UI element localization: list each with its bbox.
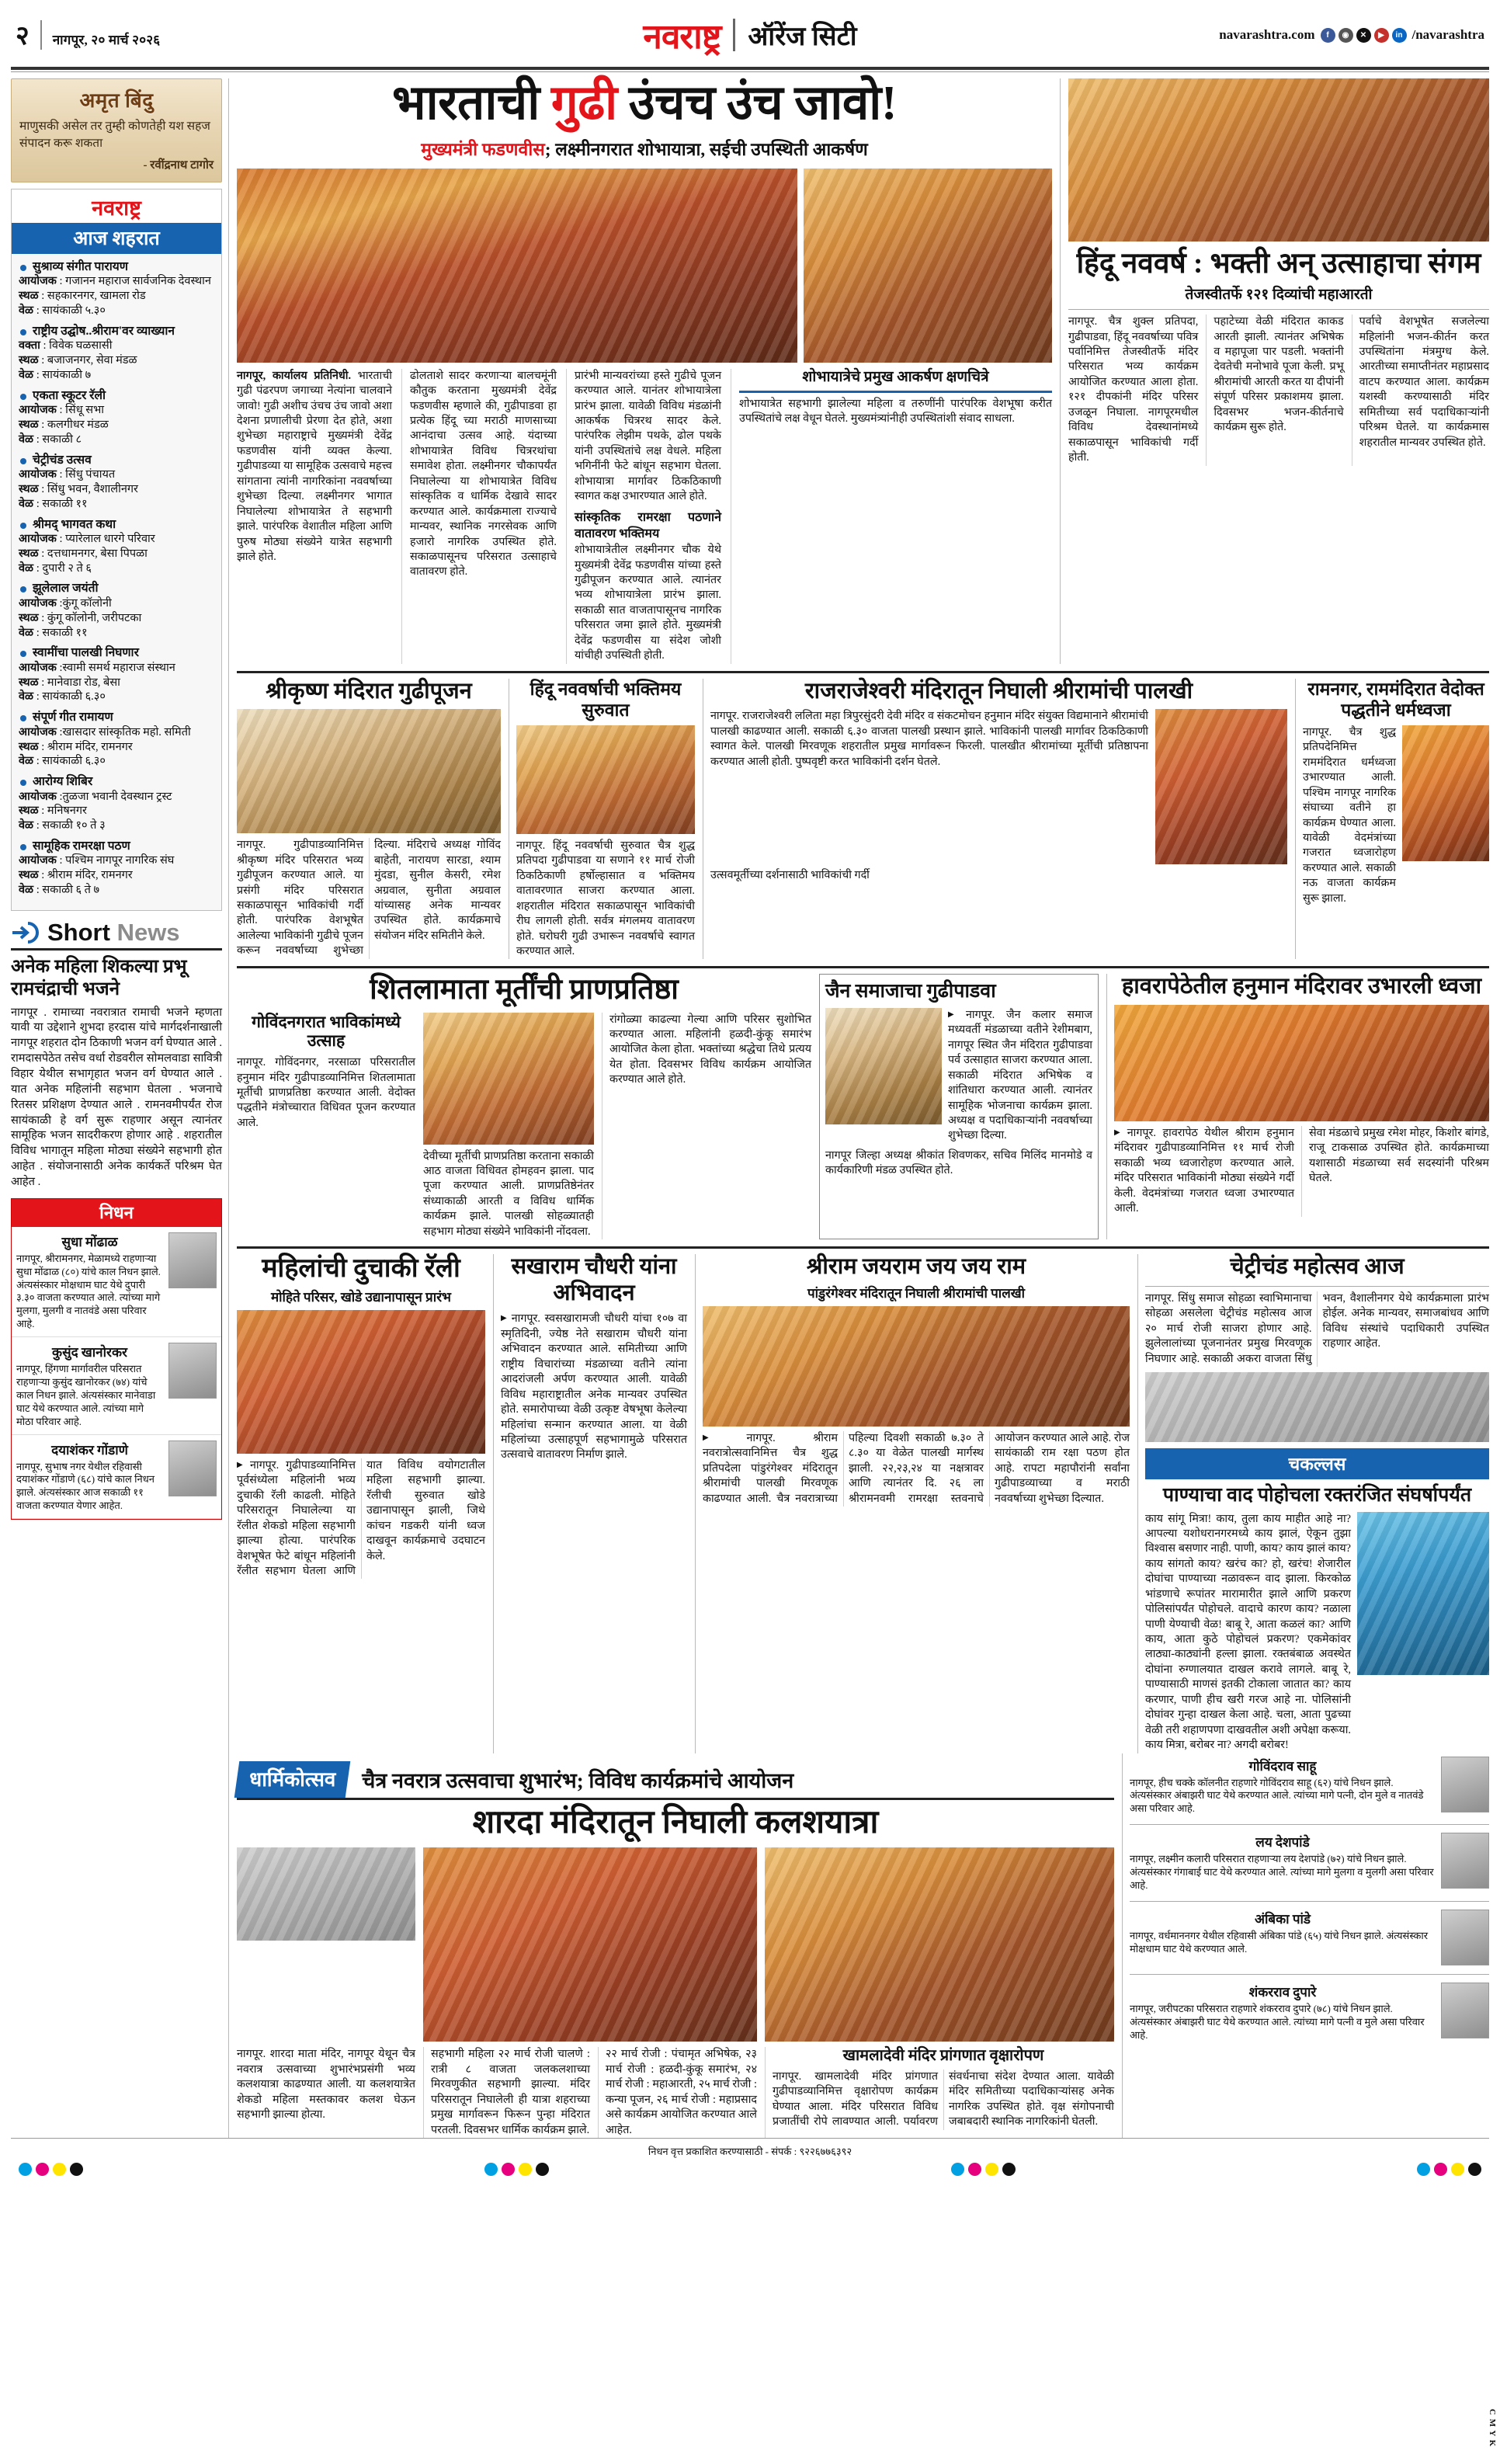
event-time: वेळ : सायंकाळी ६.३०: [19, 755, 106, 768]
story-photo: [703, 1306, 1130, 1427]
story-headline: राजराजेश्वरी मंदिरातून निघाली श्रीरामांची पालखी: [804, 678, 1193, 704]
obituary-photo: [1441, 1757, 1489, 1812]
color-swatch-cyan: [1417, 2163, 1430, 2176]
story-shitlamata: [237, 974, 811, 1239]
color-swatch-magenta: [1434, 2163, 1447, 2176]
event-venue: स्थळ : मनिषनगर: [19, 805, 87, 818]
registration-color-bars: [11, 2160, 1489, 2176]
story-mahila-rally: [237, 1254, 485, 1753]
obituary-name: दयाशंकर गोंडाणे: [51, 1442, 128, 1458]
instagram-icon[interactable]: ◉: [1339, 28, 1353, 43]
event-venue: स्थळ : श्रीराम मंदिर, रामनगर: [19, 740, 133, 753]
amrit-bindu-title: अमृत बिंदु: [79, 89, 154, 112]
list-item: [1130, 1830, 1489, 1896]
chakallas-tag: चकल्लस: [1145, 1448, 1489, 1479]
short-news-section: [11, 919, 222, 1190]
color-swatch-black: [1468, 2163, 1481, 2176]
story-headline: श्रीराम जयराम जय जय राम: [806, 1254, 1026, 1280]
story-body-1: नागपूर. गोविंदनगर, नरसाळा परिसरातील हनुमान मंदिर गुढीपाडव्यानिमित्त शितलामाता मूर्तीची प्राणप्रतिष्ठा करण्यात आली. वेदोक्त पद्धतीने मंत्रोच्चारात विधिवत पूजन करण्यात आले.: [237, 1056, 415, 1129]
list-item: [19, 839, 214, 898]
event-time: वेळ : सकाळी ११: [19, 626, 88, 639]
right-lead-story: [1060, 78, 1489, 664]
story-body: नागपूर. खामलादेवी मंदिर प्रांगणात गुढीपाडव्यानिमित्त वृक्षारोपण कार्यक्रम घेण्यात आला. मंदिर परिसरात विविध प्रजातींची रोपे लावण्यात आली. पर्यावरण संवर्धनाचा संदेश देण्यात आला. यावेळी मंदिर समितीच्या पदाधिकाऱ्यांसह अनेक नागरिक उपस्थित होते. वृक्ष संगोपनाची जबाबदारी स्थानिक नागरिकांनी घेतली.: [773, 2070, 1114, 2129]
section-divider-1: [237, 671, 1489, 673]
story-body: नागपूर. सिंधु समाज सोहळा स्वाभिमानाचा सोहळा असलेला चेट्रीचंड महोत्सव आज २० मार्च रोजी साजरा होणार आहे. झुलेलालांच्या पूजनानंतर प्रमुख मिरवणूक निघणार आहे. सकाळी अकरा वाजता सिंधु भवन, वैशालीनगर येथे कार्यक्रमाला प्रारंभ होईल. अनेक मान्यवर, समाजबांधव आणि विविध संस्थांचे पदाधिकारी उपस्थित राहणार आहेत.: [1145, 1291, 1489, 1365]
list-item: [12, 1227, 221, 1337]
obituary-photo: [168, 1232, 217, 1288]
list-item: [19, 388, 214, 447]
event-venue: स्थळ : सिंधु भवन, वैशालीनगर: [19, 482, 138, 495]
lead-body-3: प्रारंभी मान्यवरांच्या हस्ते गुढीचे पूजन करण्यात आले. यानंतर शोभायात्रेला प्रारंभ झाला. यावेळी विविध मंडळांनी आकर्षक चित्ररथ सादर केले. पारंपरिक लेझीम पथके, ढोल पथके यांनी उपस्थितांचे लक्ष वेधले. महिला भगिनींनी फेटे बांधून सहभाग घेतला. शोभायात्रा मार्गावर ठिकठिकाणी स्वागत कक्ष उभारण्यात आले होते.: [575, 369, 721, 503]
color-swatch-yellow: [985, 2163, 998, 2176]
color-swatch-yellow: [53, 2163, 66, 2176]
story-rajrajeshwari: [703, 679, 1287, 960]
event-title: चेट्रीचंड उत्सव: [19, 453, 214, 467]
story-body-3: रांगोळ्या काढल्या गेल्या आणि परिसर सुशोभित करण्यात आला. महिलांनी हळदी-कुंकू समारंभ आयोजित केला होता. भक्तांच्या श्रद्धेचा तिथे प्रत्यय येत होता. दिवसभर विविध कार्यक्रम आयोजित करण्यात आले होते.: [609, 1013, 811, 1086]
masthead-dateline: नागपूर, २० मार्च २०२६: [52, 33, 161, 47]
story-body: ▶ नागपूर. गुढीपाडव्यानिमित्त पूर्वसंध्येला महिलांनी भव्य दुचाकी रॅली काढली. मोहिते परिसरातून निघालेल्या या रॅलीत शेकडो महिला सहभागी झाल्या होत्या. पारंपरिक वेशभूषेत फेटे बांधून महिलांनी रॅलीत सहभाग घेतला आणि यात विविध वयोगटातील महिला सहभागी झाल्या. रॅलीची सुरुवात खोडे उद्यानापासून झाली, जिथे कांचन गडकरी यांनी ध्वज दाखवून कार्यक्रमाचे उदघाटन केले.: [237, 1458, 485, 1580]
right-lead-body-3: पर्वाचे वेशभूषेत सजलेल्या महिलांनी भजन-कीर्तन करत उपस्थितांना मंत्रमुग्ध केले. आरतीच्या समाप्तीनंतर महाप्रसाद वाटप करण्यात आला. कार्यक्रम यशस्वी करण्यासाठी मंदिर समितीच्या सर्व पदाधिकाऱ्यांनी परिश्रम घेतले. या कार्यक्रमास शहरातील मान्यवर उपस्थित होते.: [1352, 315, 1489, 465]
story-sakharam: [493, 1254, 687, 1753]
color-bar-group-left: [19, 2163, 83, 2176]
story-chetrichand: [1137, 1254, 1489, 1753]
story-photo: [237, 709, 501, 833]
label-time: वेळ: [19, 304, 34, 317]
right-lead-dek: तेजस्वीतर्फे १२१ दिव्यांची महाआरती: [1185, 287, 1373, 304]
list-item: [19, 259, 214, 318]
obituary-photo: [1441, 1910, 1489, 1965]
footer-contact-note: निधन वृत्त प्रकाशित करण्यासाठी - संपर्क : ९२२६७७६३९२: [11, 2138, 1489, 2160]
color-swatch-magenta: [968, 2163, 981, 2176]
right-lead-photo: [1068, 78, 1489, 242]
event-organizer: आयोजक :खासदार सांस्कृतिक महो. समिती: [19, 725, 191, 739]
website-url[interactable]: navarashtra.com: [1219, 27, 1315, 42]
third-row: [237, 1254, 1489, 1753]
obituary-photo: [1441, 1833, 1489, 1889]
color-swatch-black: [70, 2163, 83, 2176]
second-row: [237, 974, 1489, 1239]
list-item: [19, 453, 214, 512]
headline-highlight: गुढी: [550, 77, 617, 130]
dharmikotsav-body-3: २२ मार्च रोजी : पंचामृत अभिषेक, २३ मार्च रोजी : हळदी-कुंकू समारंभ, २४ मार्च रोजी : महाआरती, २५ मार्च रोजी : कन्या पूजन, २६ मार्च रोजी : महाप्रसाद असे कार्यक्रम आयोजित करण्यात आले आहेत.: [598, 2047, 757, 2138]
event-title: सुश्राव्य संगीत पारायण: [19, 259, 214, 274]
list-item: [19, 710, 214, 769]
obituary-name: गोविंदराव साहू: [1248, 1758, 1317, 1774]
lead-subheadline: मुख्यमंत्री फडणवीस; लक्ष्मीनगरात शोभायात्रा, सईची उपस्थिती आकर्षण: [421, 139, 868, 159]
obituary-box: [11, 1198, 222, 1520]
edition-name: ऑरेंज सिटी: [748, 23, 857, 51]
story-dek: पांडुरंगेश्वर मंदिरातून निघाली श्रीरामांची पालखी: [807, 1285, 1026, 1301]
dateline: नागपूर, कार्यालय प्रतिनिधी.: [237, 369, 352, 382]
story-photo: [1114, 1005, 1489, 1121]
story-body: ▶ नागपूर. स्वसखारामजी चौधरी यांचा १०७ वा स्मृतिदिनी, ज्येष्ठ नेते सखाराम चौधरी यांना अभिवादन करण्यात आले. समितीच्या आणि राष्ट्रीय विचारांच्या मंडळाच्या वतीने त्यांना आदरांजली अर्पण करण्यात आली. यावेळी विविध महाराष्ट्रातील अनेक मान्यवर उपस्थित होते. समारोपाच्या वेळी उत्कृष्ट वेषभूषा केलेल्या महिलांचा सन्मान करण्यात आला. या वेळी महिलांच्या उत्साहपूर्ण सहभागामुळे परिसरात उत्सवाचे वातावरण निर्माण झाले.: [501, 1312, 687, 1462]
event-title: झूलेलाल जयंती: [19, 581, 214, 596]
story-photo: [1155, 709, 1287, 864]
color-bar-group-right: [1417, 2163, 1481, 2176]
event-time: वेळ : सकाळी १० ते ३: [19, 819, 106, 832]
short-news-rule: [11, 948, 222, 950]
event-time: वेळ : सायंकाळी ५.३०: [19, 304, 106, 317]
lead-body-4: शोभायात्रेतील लक्ष्मीनगर चौक येथे मुख्यमंत्री देवेंद्र फडणवीस यांच्या हस्ते गुढीपूजन करण्यात आले. त्यानंतर भव्य शोभायात्रेला प्रारंभ झाला. सकाळी सात वाजतापासूनच नागरिक परिसरात जमा झाले होते. मुख्यमंत्री देवेंद्र फडणवीस या संदेश जोशी यांचीही उपस्थिती होती.: [575, 544, 721, 662]
masthead-rule-thin: [11, 71, 1489, 72]
x-twitter-icon[interactable]: ✕: [1356, 28, 1371, 43]
color-swatch-black: [1002, 2163, 1016, 2176]
color-swatch-yellow: [519, 2163, 532, 2176]
obituary-photo: [168, 1441, 217, 1496]
lead-photo-row: [237, 169, 1052, 363]
story-subheadline: गोविंदनगरात भाविकांमध्ये उत्साह: [252, 1012, 401, 1051]
story-body-1: ▶ नागपूर. हावरापेठ येथील श्रीराम हनुमान मंदिरावर गुढीपाडव्यानिमित्त ११ मार्च रोजी सकाळी भव्य ध्वजारोहण करण्यात आले. मंदिर परिसरात भाविकांनी मोठ्या संख्येने गर्दी केली. वेदमंत्रांच्या गजरात ध्वजा उभारण्यात आली.: [1114, 1126, 1294, 1217]
today-event-list: [12, 254, 221, 910]
story-jain-gudhipadwa: [819, 974, 1099, 1239]
story-photo: [1402, 725, 1489, 861]
label-speaker: वक्ता: [19, 339, 40, 353]
story-photo: [1145, 1372, 1489, 1442]
obituary-photo: [1441, 1983, 1489, 2038]
story-shriram-palkhi: [695, 1254, 1130, 1753]
page-number: २: [16, 22, 30, 50]
event-time: वेळ : सायंकाळी ६.३०: [19, 690, 106, 704]
list-item: [19, 324, 214, 383]
cmyk-label: C M Y K: [1488, 2408, 1497, 2447]
event-organizer: आयोजक : पश्चिम नागपूर नागरिक संघ: [19, 854, 175, 867]
story-body: नागपूर. राजराजेश्वरी ललिता महा त्रिपुरसुंदरी देवी मंदिर व संकटमोचन हनुमान मंदिर संयुक्त विद्यमानाने श्रीरामांची पालखी काढण्यात आली. सकाळी ६.३० वाजता पालखी प्रस्थान झाले. भाविकांनी पालखी मार्गावर ठिकठिकाणी स्वागत केले. पालखी मिरवणूक शहरातील प्रमुख मार्गावरून फिरली. पालखीत श्रीरामांच्या मूर्तीची प्रतिष्ठापना करण्यात आली होती. पुष्पवृष्टी करत भाविकांनी दर्शन घेतले.: [710, 710, 1148, 768]
left-rail: [11, 78, 222, 2138]
story-headline: महिलांची दुचाकी रॅली: [262, 1254, 460, 1284]
event-organizer: आयोजक : सिंधु पंचायत: [19, 468, 116, 481]
section-divider-2: [237, 966, 1489, 968]
color-bar-group-mid2: [951, 2163, 1016, 2176]
masthead-right: [1120, 27, 1484, 43]
obituary-body: नागपूर, सुभाष नगर येथील रहिवासी दयाशंकर गोंडाणे (६८) यांचे काल निधन झाले. अंत्यसंस्कार आज सकाळी ११ वाजता करण्यात येणार आहेत.: [16, 1460, 155, 1512]
story-hindu-navvarsh: [509, 679, 695, 960]
event-title: श्रीमद् भागवत कथा: [19, 517, 214, 532]
story-headline: चेट्रीचंड महोत्सव आज: [1230, 1254, 1405, 1280]
event-title: संपूर्ण गीत रामायण: [19, 710, 214, 725]
story-hanuman-dhwaja: [1106, 974, 1489, 1239]
linkedin-icon[interactable]: in: [1392, 28, 1407, 43]
obituary-body: नागपूर, श्रीरामनगर, मेळामध्ये राहणाऱ्या सुधा मोंढाळ (८०) यांचे काल निधन झाले. अंत्यसंस्कार मोक्षधाम घाट येथे दुपारी ३.३० वाजता करण्यात आले. त्यांच्या मागे मुलगा, मुलगी व नातवंडे असा परिवार आहे.: [16, 1252, 161, 1330]
lead-photo-cm: [804, 169, 1052, 363]
facebook-icon[interactable]: f: [1321, 28, 1335, 43]
amrit-bindu-box: [11, 78, 222, 182]
event-organizer: आयोजक : प्यारेलाल धारगे परिवार: [19, 532, 155, 545]
lead-caption-col: [731, 369, 1052, 664]
lead-story: [237, 78, 1052, 664]
story-headline: जैन समाजाचा गुढीपाडवा: [825, 981, 996, 1003]
story-body: नागपूर. गुढीपाडव्यानिमित्त श्रीकृष्ण मंदिर परिसरात भव्य गुढीपूजन करण्यात आले. या प्रसंगी मंदिर परिसरात सकाळपासून भाविकांची गर्दी होती. पारंपरिक वेशभूषेत आलेल्या भाविकांनी गुढीचे पूजन करून नववर्षाच्या शुभेच्छा दिल्या. मंदिराचे अध्यक्ष गोविंद बाहेती, नारायण सारडा, श्याम मुंदडा, सुनील केसरी, रमेश अग्रवाल, सुनीता अग्रवाल यांच्यासह अनेक मान्यवर उपस्थित होते. कार्यक्रमाचे संयोजन मंदिर समितीने केले.: [237, 839, 501, 957]
story-tree-planting: [765, 2047, 1114, 2138]
story-body: ▶ नागपूर. जैन कलार समाज मध्यवर्ती मंडळाच्या वतीने रेशीमबाग, नागपूर स्थित जैन मंदिरात गुढीपाडवा पर्व उत्साहात साजरा करण्यात आला. सकाळी मंदिरात अभिषेक व शांतिधारा करण्यात आली. त्यानंतर सामूहिक भोजनाचा कार्यक्रम झाला. अध्यक्ष व पदाधिकाऱ्यांनी नववर्षाच्या शुभेच्छा दिल्या.: [948, 1008, 1092, 1144]
masthead-divider: [40, 20, 42, 50]
story-body: नागपूर. हिंदू नववर्षाची सुरुवात चैत्र शुद्ध प्रतिपदा गुढीपाडवा या सणाने ११ मार्च रोजी ठिकठिकाणी हर्षोल्हासात व भक्तिमय वातावरणात साजरा करण्यात आला. शहरातील मंदिरात सकाळपासून भाविकांची रीघ लागली होती. सर्वत्र मंगलमय वातावरण होते. घरोघरी गुढी उभारून नववर्षाचे स्वागत करण्यात आले.: [516, 839, 695, 957]
chakallas-photo-tap: [1357, 1512, 1489, 1675]
lead-body-2: ढोलताशे सादर करणाऱ्या बालचमूंनी कौतुक करताना मुख्यमंत्री देवेंद्र फडणवीस म्हणाले की, गुढीपाडवा हा प्रत्येक हिंदू च्या मराठी माणसाच्या आनंदाचा उत्सव आहे. यंदाच्या शोभायात्रेत विविध चित्ररथांचा समावेश होता. लक्ष्मीनगर चौकापर्यंत निघालेल्या या शोभायात्रेत विविध सांस्कृतिक व धार्मिक देखावे सादर करण्यात आले. कार्यक्रमाला राज्याचे मान्यवर, स्थानिक नगरसेवक आणि हजारो नागरिक उपस्थित होते. सकाळपासूनच परिसरात उत्साहाचे वातावरण होते.: [410, 369, 557, 579]
arrow-right-circle-icon: [11, 921, 40, 944]
lead-col-1: [237, 369, 392, 664]
story-body: ▶ नागपूर. श्रीराम नवरात्रोत्सवानिमित्त चैत्र शुद्ध प्रतिपदेला पांडुरंगेश्वर मंदिरातून श्रीरामांची पालखी मिरवणूक काढण्यात आली. चैत्र नवरात्राच्या पहिल्या दिवशी सकाळी ७.३० ते ८.३० या वेळेत पालखी मार्गस्थ झाली. २२,२३,२४ या नक्षत्रावर आणि त्यानंतर दि. २६ ला श्रीरामनवमी रामरक्षा स्तवनाचे आयोजन करण्यात आले आहे. रोज सायंकाळी राम रक्षा पठण होत आहे. रापटा महापौरांनी सर्वांना गुढीपाडव्याच्या व मराठी नववर्षाच्या शुभेच्छा दिल्यात.: [703, 1431, 1130, 1507]
list-item: [1130, 1906, 1489, 1969]
obituary-heading: निधन: [12, 1199, 221, 1227]
story-headline: सखाराम चौधरी यांना अभिवादन: [511, 1254, 677, 1305]
story-photo: [516, 725, 695, 834]
lead-body-1: भारताची गुढी पंढरपण जगाच्या नेत्यांना चालवाने जावो! गुढी अशीच उंचच उंच जावो अशा देशना प्रणालीची प्रेरणा देत होते, अशा शुभेच्छा महाराष्ट्राचे मुख्यमंत्री देवेंद्र फडणवीस यांनी व्यक्त केल्या. गुढीपाडव्या या सामूहिक उत्सवाचे महत्त्व सांगताना त्यांनी नागरिकांना नववर्षाच्या शुभेच्छा दिल्या. लक्ष्मीनगर भागात निघालेल्या शोभायात्रेत ते सहभागी झाले. पारंपरिक वेशातील महिला आणि पुरुष मोठ्या संख्येने यात्रेत सहभागी झाले होते.: [237, 369, 392, 563]
lead-text-block: [237, 369, 1052, 664]
event-title: आरोग्य शिबिर: [19, 774, 214, 789]
social-icon-group: [1321, 28, 1407, 43]
list-item: [19, 581, 214, 640]
amrit-bindu-quote: माणुसकी असेल तर तुम्ही कोणतेही यश सहज संपादन करू शकता: [19, 120, 210, 151]
story-photo-caption: उत्सवमूर्तीच्या दर्शनासाठी भाविकांची गर्दी: [710, 869, 870, 882]
story-headline: शितलामाता मूर्तींची प्राणप्रतिष्ठा: [370, 974, 679, 1006]
event-title: सामूहिक रामरक्षा पठण: [19, 839, 214, 853]
story-headline: हिंदू नववर्षाची भक्तिमय सुरुवात: [530, 679, 682, 720]
event-time: वेळ : सकाळी ८: [19, 433, 82, 446]
story-krishna-mandir: [237, 679, 501, 960]
color-swatch-cyan: [19, 2163, 32, 2176]
color-swatch-magenta: [36, 2163, 49, 2176]
short-news-header: [11, 919, 222, 947]
event-title: राष्ट्रीय उद्घोष..श्रीराम'वर व्याख्यान: [19, 324, 214, 339]
event-organizer: आयोजक : सिंधू सभा: [19, 404, 105, 417]
story-ramnagar-dhwaja: [1295, 679, 1489, 960]
event-title: स्वामींचा पालखी निघणार: [19, 645, 214, 660]
youtube-icon[interactable]: ▶: [1374, 28, 1389, 43]
story-photo: [825, 1008, 942, 1124]
obituary-body: नागपूर, जरीपटका परिसरात राहणारे शंकरराव दुपारे (७८) यांचे निधन झाले. अंत्यसंस्कार अंबाझरी घाट येथे करण्यात आले. त्यांच्या मागे पत्नी व मुले असा परिवार आहे.: [1130, 2002, 1425, 2041]
dharmikotsav-title: चैत्र नवरात्र उत्सवाचा शुभारंभ; विविध कार्यक्रमांचे आयोजन: [362, 1768, 794, 1792]
event-speaker: वक्ता : विवेक घळसासी: [19, 339, 113, 353]
lead-photo-procession: [237, 169, 797, 363]
dharmikotsav-body-2: सहभागी महिला २२ मार्च रोजी चालणे : रात्री ८ वाजता जलकलशाच्या मिरवणुकीत सहभागी झाल्या. मंदिर परिसरातून निघालेली ही यात्रा शहराच्या प्रमुख मार्गावरून फिरून पुन्हा मंदिरात परतली. दिवसभर धार्मिक कार्यक्रम झाले.: [423, 2047, 590, 2138]
page-body: [11, 78, 1489, 2138]
obituary-name: अंबिका पांडे: [1255, 1911, 1311, 1927]
dharmikotsav-strip: [237, 1761, 1114, 1800]
list-item: [1130, 1979, 1489, 2045]
obituary-body: नागपूर, हिंगणा मार्गावरील परिसरात राहणाऱ्या कुसुंद खानोरकर (७४) यांचे काल निधन झाले. अंत्यसंस्कार मानेवाडा घाट येथे करण्यात आले. त्यांच्या मागे मोठा परिवार आहे.: [16, 1363, 156, 1427]
section-divider-3: [237, 1246, 1489, 1249]
dharmikotsav-tag: धार्मिकोत्सव: [234, 1761, 351, 1798]
story-body-2: सेवा मंडळाचे प्रमुख रमेश मोहर, किशोर बांगडे, राजू टाकसाळ उपस्थित होते. कार्यक्रमाच्या यशासाठी मंडळाच्या सर्व सदस्यांनी परिश्रम घेतले.: [1301, 1126, 1489, 1217]
color-bar-group-mid1: [484, 2163, 549, 2176]
obituary-body: नागपूर, लक्ष्मीन कलारी परिसरात राहणाऱ्या लय देशपांडे (७२) यांचे निधन झाले. अंत्यसंस्कार गंगाबाई घाट येथे करण्यात आले. त्यांच्या मागे मुलगा व मुलगी असा परिवार आहे.: [1130, 1853, 1434, 1891]
story-headline: हावरापेठेतील हनुमान मंदिरावर उभारली ध्वजा: [1121, 974, 1482, 999]
dharmikotsav-body-1: नागपूर. शारदा माता मंदिर, नागपूर येथून चैत्र नवरात्र उत्सवाच्या शुभारंभप्रसंगी भव्य कलशयात्रा काढण्यात आली. या कलशयात्रेत शेकडो महिला मस्तकावर कलश घेऊन सहभागी झाल्या होत्या.: [237, 2048, 415, 2122]
chakallas-headline: पाण्याचा वाद पोहोचला रक्तरंजित संघर्षापर्यंत: [1162, 1485, 1472, 1507]
event-title: एकता स्कूटर रॅली: [19, 388, 214, 403]
event-organizer: आयोजक :तुळजा भवानी देवस्थान ट्रस्ट: [19, 790, 172, 803]
masthead-rule: [11, 67, 1489, 70]
story-body-2: देवीच्या मूर्तीची प्राणप्रतिष्ठा करताना सकाळी आठ वाजता विधिवत होमहवन झाला. पाद पूजा करण्यात आली. प्राणप्रतिष्ठेनंतर संध्याकाळी आरती व विविध धार्मिक कार्यक्रम झाले. पालखी सोहळ्यातही सहभाग मोठ्या संख्येने भाविकांनी नोंदवला.: [423, 1149, 594, 1238]
top-block: [237, 78, 1489, 664]
event-venue: स्थळ : दत्तधामनगर, बेसा पिपळा: [19, 547, 148, 560]
event-time: वेळ : दुपारी २ ते ६: [19, 561, 92, 575]
obituary-body: नागपूर, वर्धमाननगर येथील रहिवासी अंबिका पांडे (६५) यांचे निधन झाले. अंत्यसंस्कार मोक्षधाम घाट येथे करण्यात आले.: [1130, 1929, 1429, 1955]
list-item: [12, 1435, 221, 1520]
story-photo-caption: नागपूर जिल्हा अध्यक्ष श्रीकांत शिवणकर, सचिव मिलिंद मानमोडे व कार्यकारिणी मंडळ उपस्थित होते.: [825, 1149, 1092, 1177]
color-swatch-cyan: [484, 2163, 498, 2176]
today-heading: आज शहरात: [12, 223, 221, 254]
today-brand-label: नवराष्ट्र: [12, 189, 221, 223]
right-lead-body-1: नागपूर. चैत्र शुक्ल प्रतिपदा, गुढीपाडवा, हिंदू नववर्षाच्या पवित्र पर्वानिमित्त तेजस्वीतर्फे मंदिर परिसरात भव्य कार्यक्रम आयोजित करण्यात आला होता. १२१ दीपकांनी मंदिर परिसर उजळून निघाला. नागपूरमधील विविध देवस्थानांमध्ये सकाळपासून भाविकांची गर्दी होती.: [1068, 315, 1199, 464]
event-time: वेळ : सायंकाळी ७: [19, 368, 92, 381]
dharmikotsav-photo-group: [765, 1847, 1114, 2042]
page-title: भारताची गुढी उंचच उंच जावो!: [391, 77, 898, 130]
masthead: [11, 6, 1489, 64]
list-item: [19, 645, 214, 704]
dharmikotsav-block: [237, 1753, 1489, 2139]
main-column: [228, 78, 1489, 2138]
chakallas-body: काय सांगू मित्रा! काय, तुला काय माहीत आहे ना? आपल्या यशोधरानगरमध्ये काय झालं, ऐकून तुझा विश्वास बसणार नाही. पाणी, काय? काय झालं काय? काय सांगतो काय? खरंच का? हो, खरंच! शेजारील दोघांचा पाण्याच्या नळावरून वाद झाला. किरकोळ भांडणाचे रूपांतर मारामारीत झाले आणि प्रकरण पोलिसांपर्यंत पोहोचले. वादाचे कारण काय? नळाला पाणी येण्याची वेळ! बाबू रे, आता कळलं का? आणि काय, आता कुठे पोहोचलं प्रकरण? एकमेकांवर लाठ्या-काठ्यांनी हल्ला झाला. रक्तबंबाळ अवस्थेत दोघांना रुग्णालयात दाखल करावे लागले. बाबू रे, पाण्यासाठी माणसं इतकी टोकाला जातात का? काय करणार, पाणी हीच खरी गरज आहे ना. पोलिसांनी दोघांवर गुन्हा दाखल केला आहे. चला, आता पुढच्या वेळी तरी शहाणपणा दाखवतील अशी अपेक्षा करूया. काय मित्रा, बरोबर ना? अगदी बरोबर!: [1145, 1512, 1351, 1752]
obituary-right-column: [1122, 1753, 1489, 2139]
masthead-left: [16, 20, 380, 50]
short-news-title: Short News: [47, 919, 180, 946]
event-organizer: आयोजक :कुंगू कॉलोनी: [19, 596, 112, 610]
lead-col-2: [401, 369, 557, 664]
amrit-bindu-author: - रवींद्रनाथ टागोर: [143, 158, 214, 172]
photo-caption-headline: शोभायात्रेचे प्रमुख आकर्षण क्षणचित्रे: [802, 368, 989, 385]
dharmikotsav-headline: शारदा मंदिरातून निघाली कलशयात्रा: [472, 1804, 879, 1840]
dharmikotsav-photo-kalash: [423, 1847, 757, 2042]
event-venue: स्थळ : बजाजनगर, सेवा मंडळ: [19, 354, 137, 367]
event-organizer: आयोजक : गजानन महाराज सार्वजनिक देवस्थान: [19, 275, 211, 288]
event-organizer: आयोजक :स्वामी समर्थ महाराज संस्थान: [19, 661, 175, 674]
obituary-name: शंकरराव दुपारे: [1248, 1984, 1317, 2000]
short-news-headline: अनेक महिला शिकल्या प्रभू रामचंद्राची भजने: [11, 957, 187, 999]
obituary-photo: [168, 1343, 217, 1399]
story-headline: रामनगर, राममंदिरात वेदोक्त पद्धतीने धर्मध्वजा: [1307, 679, 1484, 720]
right-lead-body-2: पहाटेच्या वेळी मंदिरात काकड आरती झाली. त्यानंतर अभिषेक व महापूजा पार पडली. भक्तांनी देवतेची मनोभावे पूजा केली. प्रभू श्रीरामांची आरती करत या दीपांनी संपूर्ण परिसर प्रकाशमय झाला. दिवसभर भजन-कीर्तनाचे कार्यक्रम सुरू होते.: [1206, 315, 1343, 465]
color-swatch-magenta: [502, 2163, 515, 2176]
list-item: [1130, 1753, 1489, 1819]
dharmikotsav-photo-1: [237, 1847, 415, 1941]
list-item: [19, 517, 214, 576]
right-lead-headline: हिंदू नववर्ष : भक्ती अन् उत्साहाचा संगम: [1076, 248, 1481, 280]
event-venue: स्थळ : कलगीधर मंडळ: [19, 418, 109, 431]
obituary-name: कुसुंद खानोरकर: [52, 1345, 127, 1361]
list-item: [12, 1337, 221, 1434]
color-swatch-cyan: [951, 2163, 964, 2176]
lead-subhead-2: सांस्कृतिक रामरक्षा पठणाने वातावरण भक्तिमय: [575, 510, 721, 541]
list-item: [19, 774, 214, 833]
story-dek: मोहिते परिसर, खोडे उद्यानापासून प्रारंभ: [270, 1289, 452, 1305]
middle-row: [237, 679, 1489, 960]
obituary-name: लय देशपांडे: [1255, 1835, 1310, 1851]
event-time: वेळ : सकाळी ११: [19, 497, 88, 510]
event-time: वेळ : सकाळी ६ ते ७: [19, 884, 100, 897]
obituary-name: सुधा मोंढाळ: [61, 1234, 118, 1249]
today-in-city-box: [11, 189, 222, 911]
event-venue: स्थळ : श्रीराम मंदिर, रामनगर: [19, 869, 133, 882]
event-venue: स्थळ : सहकारनगर, खामला रोड: [19, 290, 146, 303]
event-venue: स्थळ : कुंगू कॉलोनी, जरीपटका: [19, 611, 142, 624]
lead-col-3: [566, 369, 721, 664]
story-headline: खामलादेवी मंदिर प्रांगणात वृक्षारोपण: [842, 2047, 1044, 2065]
right-lead-text: [1068, 315, 1489, 465]
social-handle[interactable]: /navarashtra: [1411, 27, 1484, 42]
story-photo-idol: [423, 1013, 594, 1145]
label-organizer: आयोजक: [19, 275, 57, 288]
masthead-brand-block: [380, 12, 1120, 58]
story-photo: [237, 1310, 485, 1454]
photo-caption-body: शोभायात्रेत सहभागी झालेल्या महिला व तरुणींनी पारंपरिक वेशभूषा करीत उपस्थितांचे लक्ष वेधून घेतले. मुख्यमंत्र्यांनीही उपस्थितांशी संवाद साधला.: [739, 397, 1052, 425]
story-body: नागपूर. चैत्र शुद्ध प्रतिपदेनिमित्त राममंदिरात धर्मध्वजा उभारण्यात आली. पश्चिम नागपूर नागरिक संघाच्या वतीने हा कार्यक्रम घेण्यात आला. यावेळी वेदमंत्रांच्या गजरात ध्वजारोहण करण्यात आले. सकाळी नऊ वाजता कार्यक्रम सुरू झाला.: [1303, 725, 1396, 905]
event-venue: स्थळ : मानेवाडा रोड, बेसा: [19, 676, 120, 689]
brand-logo: नवराष्ट्र: [643, 18, 721, 56]
color-swatch-black: [536, 2163, 549, 2176]
short-news-body: नागपूर . रामाच्या नवरात्रात रामाची भजने म्हणता यावी या उद्देशाने शुभदा हरदास यांचे मार्गदर्शनाखाली नागपूर शहरात दोन ठिकाणी भजन वर्ग घेण्यात आले . रामदासपेठेत तसेच वर्धा रोडवरील सोमलवाडा सावित्री विहार येथील सभागृहात भजन वर्ग घेण्यात आले . यात अनेक महिलांनी सहभाग घेतला . भजनाचे रितसर प्रशिक्षण देण्यात आले . रामनवमीपर्यंत रोज सायंकाळी हे वर्ग सुरू राहणार असून त्यानंतर सामूहिक भजन सादरीकरण होणार आहे . शहरातील विविध भागातून महिला मोठ्या संख्येने सहभागी होत आहेत . संयोजनासाठी अनेक कार्यकर्ते परिश्रम घेत आहेत .: [11, 1006, 222, 1188]
obituary-body: नागपूर, हीच चक्के कॉलनीत राहणारे गोविंदराव साहू (६२) यांचे निधन झाले. अंत्यसंस्कार अंबाझरी घाट येथे करण्यात आले. त्यांच्या मागे पत्नी, दोन मुले व नातवंडे असा परिवार आहे.: [1130, 1776, 1424, 1815]
color-swatch-yellow: [1451, 2163, 1464, 2176]
story-headline: श्रीकृष्ण मंदिरात गुढीपूजन: [266, 678, 472, 704]
brand-separator: [733, 19, 735, 51]
label-venue: स्थळ: [19, 290, 39, 303]
